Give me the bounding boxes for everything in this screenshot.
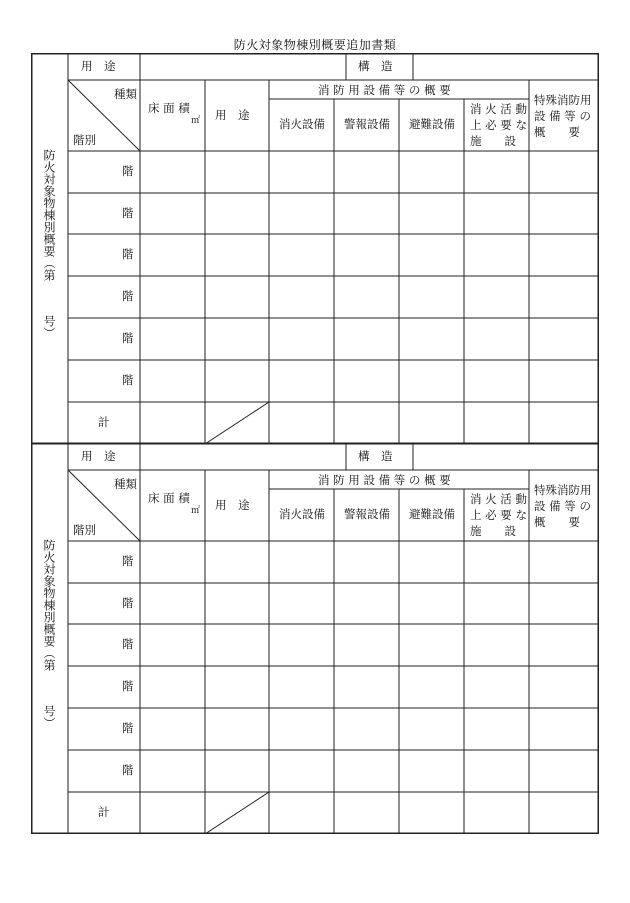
total-label: 計 — [98, 415, 110, 429]
header-special-equipment-1: 特殊消防用 — [534, 93, 592, 107]
header-special-equipment-1: 特殊消防用 — [534, 483, 592, 497]
label-usage: 用 途 — [81, 59, 116, 73]
header-type: 種類 — [114, 87, 137, 101]
header-special-equipment-3: 概 要 — [534, 515, 580, 529]
floor-label: 階 — [122, 331, 134, 345]
header-special-equipment-3: 概 要 — [534, 125, 580, 139]
header-floor-area: 床 面 積 — [148, 101, 190, 115]
floor-label: 階 — [122, 721, 134, 735]
floor-label: 階 — [122, 206, 134, 220]
header-alarm-equipment: 警報設備 — [344, 507, 390, 521]
header-firefighting-facilities-3: 施 設 — [470, 134, 516, 148]
header-evacuation-equipment: 避難設備 — [409, 507, 455, 521]
header-firefighting-facilities-1: 消 火 活 動 — [470, 102, 527, 116]
building-summary-table-2 — [31, 443, 599, 834]
floor-label: 階 — [122, 373, 134, 387]
header-usage: 用 途 — [215, 108, 250, 122]
header-firefighting-facilities-3: 施 設 — [470, 524, 516, 538]
floor-label: 階 — [122, 679, 134, 693]
floor-label: 階 — [122, 247, 134, 261]
label-structure: 構 造 — [358, 449, 393, 463]
building-summary-table-1 — [31, 53, 599, 444]
header-alarm-equipment: 警報設備 — [344, 117, 390, 131]
header-floor: 階別 — [73, 523, 96, 537]
header-fire-equipment-summary: 消 防 用 設 備 等 の 概 要 — [318, 473, 451, 487]
header-extinguishing-equipment: 消火設備 — [279, 507, 325, 521]
floor-label: 階 — [122, 637, 134, 651]
floor-label: 階 — [122, 164, 134, 178]
header-fire-equipment-summary: 消 防 用 設 備 等 の 概 要 — [318, 83, 451, 97]
label-usage: 用 途 — [81, 449, 116, 463]
header-firefighting-facilities-1: 消 火 活 動 — [470, 492, 527, 506]
floor-label: 階 — [122, 596, 134, 610]
total-label: 計 — [98, 805, 110, 819]
header-special-equipment-2: 設 備 等 の — [534, 109, 591, 123]
label-structure: 構 造 — [358, 59, 393, 73]
header-floor-area: 床 面 積 — [148, 491, 190, 505]
header-special-equipment-2: 設 備 等 の — [534, 499, 591, 513]
document-title: 防火対象物棟別概要追加書類 — [233, 38, 397, 52]
header-sqm-unit: ㎡ — [191, 116, 201, 126]
side-label-building-summary: 防火対象物棟別概要（第号） — [42, 149, 56, 339]
header-sqm-unit: ㎡ — [191, 506, 201, 516]
side-label-building-summary: 防火対象物棟別概要（第号） — [42, 539, 56, 729]
floor-label: 階 — [122, 289, 134, 303]
header-evacuation-equipment: 避難設備 — [409, 117, 455, 131]
floor-label: 階 — [122, 763, 134, 777]
header-firefighting-facilities-2: 上 必 要 な — [470, 118, 527, 132]
header-firefighting-facilities-2: 上 必 要 な — [470, 508, 527, 522]
header-floor: 階別 — [73, 133, 96, 147]
header-usage: 用 途 — [215, 498, 250, 512]
header-extinguishing-equipment: 消火設備 — [279, 117, 325, 131]
floor-label: 階 — [122, 554, 134, 568]
header-type: 種類 — [114, 477, 137, 491]
